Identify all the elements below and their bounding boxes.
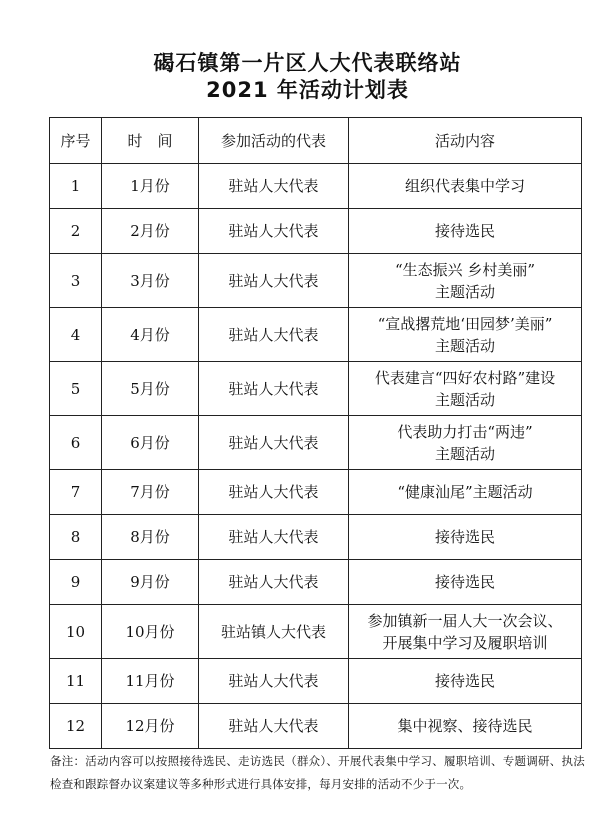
row-number: 1: [50, 164, 102, 209]
row-time: 1月份: [102, 164, 199, 209]
row-content-line: “健康汕尾”主题活动: [397, 483, 533, 501]
row-representatives: 驻站人大代表: [199, 209, 349, 254]
row-number: 7: [50, 470, 102, 515]
header-representatives: 参加活动的代表: [199, 118, 349, 164]
row-representatives: 驻站人大代表: [199, 254, 349, 308]
row-content-line: 主题活动: [434, 336, 495, 355]
row-time: 5月份: [102, 362, 199, 416]
row-content: [349, 209, 582, 254]
row-representatives: 驻站人大代表: [199, 515, 349, 560]
row-time: 3月份: [102, 254, 199, 308]
row-representatives: 驻站人大代表: [199, 416, 349, 470]
row-content: [349, 470, 582, 515]
row-number: 8: [50, 515, 102, 560]
row-content-line: 接待选民: [434, 573, 495, 591]
table-row: [50, 470, 582, 515]
row-number: 6: [50, 416, 102, 470]
row-content-line: 接待选民: [434, 222, 495, 240]
row-number: 2: [50, 209, 102, 254]
row-content-line: 组织代表集中学习: [404, 177, 525, 195]
row-content-line: 参加镇新一届人大一次会议、: [367, 611, 563, 630]
row-content-line: “生态振兴 乡村美丽”: [394, 260, 536, 279]
row-representatives: 驻站人大代表: [199, 470, 349, 515]
row-representatives: 驻站人大代表: [199, 560, 349, 605]
header-content: 活动内容: [349, 118, 582, 164]
row-content-line: 代表助力打击“两违”: [397, 422, 533, 441]
row-content: [349, 605, 582, 659]
row-content-line: “宣战撂荒地‘田园梦’美丽”: [377, 314, 553, 333]
row-time: 9月份: [102, 560, 199, 605]
row-representatives: 驻站人大代表: [199, 164, 349, 209]
table-row: [50, 605, 582, 659]
table-row: [50, 704, 582, 749]
row-time: 2月份: [102, 209, 199, 254]
row-number: 9: [50, 560, 102, 605]
table-row: [50, 209, 582, 254]
row-representatives: 驻站人大代表: [199, 659, 349, 704]
row-content: [349, 416, 582, 470]
row-content: [349, 308, 582, 362]
row-content-line: 集中视察、接待选民: [397, 717, 533, 735]
row-content-line: 主题活动: [434, 390, 495, 409]
row-time: 12月份: [102, 704, 199, 749]
row-time: 11月份: [102, 659, 199, 704]
row-time: 4月份: [102, 308, 199, 362]
row-time: 6月份: [102, 416, 199, 470]
row-number: 11: [50, 659, 102, 704]
row-content-line: 主题活动: [434, 444, 495, 463]
row-content-line: 接待选民: [434, 528, 495, 546]
table-row: [50, 659, 582, 704]
row-content: [349, 560, 582, 605]
row-content: [349, 515, 582, 560]
header-number: 序号: [50, 118, 102, 164]
row-representatives: 驻站人大代表: [199, 308, 349, 362]
footnote: 备注：活动内容可以按照接待选民、走访选民（群众）、开展代表集中学习、履职培训、专题调研、执法检查和跟踪督办议案建议等多种形式进行具体安排，每月安排的活动不少于一次。: [50, 754, 585, 791]
table-row: [50, 362, 582, 416]
row-representatives: 驻站人大代表: [199, 362, 349, 416]
header-time: 时 间: [102, 118, 199, 164]
row-time: 10月份: [102, 605, 199, 659]
row-time: 7月份: [102, 470, 199, 515]
row-content-line: 开展集中学习及履职培训: [382, 633, 548, 652]
row-content-line: 代表建言“四好农村路”建设: [374, 368, 556, 387]
row-content: [349, 659, 582, 704]
document-subtitle: 2021 年活动计划表: [206, 78, 409, 102]
row-number: 12: [50, 704, 102, 749]
row-number: 5: [50, 362, 102, 416]
row-representatives: 驻站人大代表: [199, 704, 349, 749]
row-content-line: 主题活动: [434, 282, 495, 301]
row-content: [349, 362, 582, 416]
activity-plan-table: [49, 117, 582, 749]
row-number: 10: [50, 605, 102, 659]
row-content-line: 接待选民: [434, 672, 495, 690]
table-row: [50, 515, 582, 560]
row-content: [349, 704, 582, 749]
row-representatives: 驻站镇人大代表: [199, 605, 349, 659]
table-row: [50, 308, 582, 362]
row-content: [349, 254, 582, 308]
row-number: 3: [50, 254, 102, 308]
table-row: [50, 560, 582, 605]
table-row: [50, 416, 582, 470]
table-row: [50, 254, 582, 308]
table-row: [50, 164, 582, 209]
document-title: 碣石镇第一片区人大代表联络站: [153, 51, 462, 75]
row-time: 8月份: [102, 515, 199, 560]
row-content: [349, 164, 582, 209]
table-header-row: [50, 118, 582, 164]
row-number: 4: [50, 308, 102, 362]
